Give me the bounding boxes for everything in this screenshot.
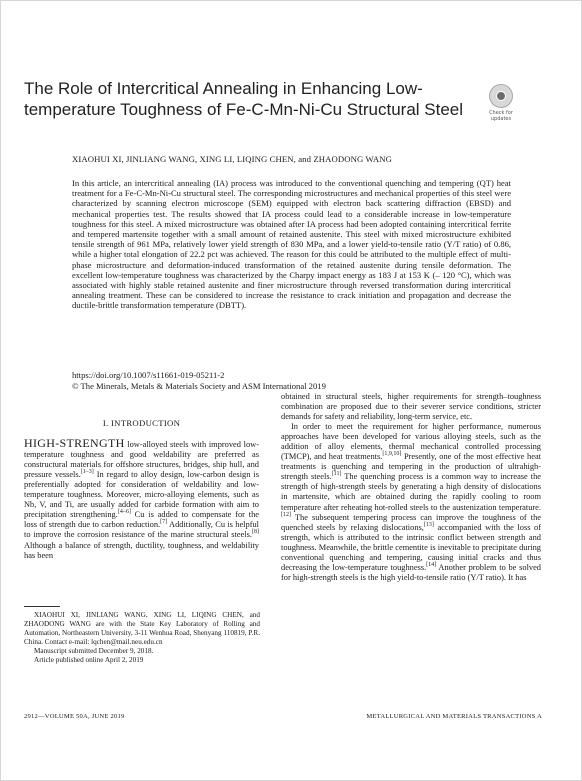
citation-link[interactable]: [1–3] <box>80 469 94 476</box>
citation-link[interactable]: [12] <box>281 511 291 518</box>
page-footer-journal: METALLURGICAL AND MATERIALS TRANSACTIONS A <box>366 713 542 720</box>
paper-title: The Role of Intercritical Annealing in Enhancing Low-temperature Toughness of Fe-C-Mn-Ni-Cu Structural Steel <box>24 79 464 119</box>
doi-block <box>72 370 326 392</box>
footnote-published: Article published online April 2, 2019 <box>34 655 144 664</box>
citation-link[interactable]: [11] <box>331 471 342 478</box>
footnote-rule <box>24 606 60 607</box>
copyright-notice: © The Minerals, Metals & Materials Society and ASM International 2019 <box>72 381 326 391</box>
check-for-updates-label: Check for updates <box>489 110 513 122</box>
author-list: XIAOHUI XI, JINLIANG WANG, XING LI, LIQING CHEN, and ZHAODONG WANG <box>72 154 392 164</box>
footnote <box>24 611 260 664</box>
citation-link[interactable]: [4–6] <box>117 509 131 516</box>
abstract: In this article, an intercritical annealing (IA) process was introduced to the conventional quenching and tempering (QT) heat treatment for a Fe-C-Mn-Ni-Cu structural steel. The corresponding microstructures and mechanical properties of this steel were characterized by scanning electron microscope (SEM) equipped with electron back scattering diffraction (EBSD) and mechanical properties test. The results showed that IA process could lead to a considerable increase in low-temperature toughness for this steel. A mixed microstructure was obtained after IA process had been adopted containing intercritical ferrite and tempered martensite together with a small amount of retained austenite. This steel with mixed microstructure exhibited tensile strength of 961 MPa, relatively lower yield strength of 830 MPa, and a lower yield-to-tensile ratio (Y/T ratio) of 0.86, while a higher total elongation of 22.2 pct was achieved. The reason for this could be attributed to the multiple effect of multi-phase microstructure and deformation-induced transformation of the retained austenite during tensile deformation. The excellent low-temperature toughness was characterized by the Charpy impact energy as 183 J at 153 K (– 120 °C), which was associated with highly stable retained austenite and finer microstructure through reversed transformation during intercritical annealing treatment. These can be considered to increase the resistance to crack initiation and propagation and decrease the ductile-brittle transformation temperature (DBTT). <box>72 178 511 311</box>
section-heading-introduction: I. INTRODUCTION <box>102 418 181 428</box>
doi-link[interactable]: https://doi.org/10.1007/s11661-019-05211-2 <box>72 370 225 380</box>
footnote-affiliation: XIAOHUI XI, JINLIANG WANG, XING LI, LIQING CHEN, and ZHAODONG WANG are with the State Key Laboratory of Rolling and Automation, Northeastern University, 3-11 Wenhua Road, Shenyang 110819, P.R. China. Contact e-mail: lqchen@mail.neu.edu.cn <box>24 611 260 646</box>
right-column <box>281 392 541 583</box>
intro-paragraph-1: HIGH-STRENGTH low-alloyed steels with improved low-temperature toughness and good weldability are preferred as constructural materials for offshore structures, bridges, ship hull, and pressure vessels.[1–3] In regard to alloy design, low-carbon design is preferentially adopted for consideration of weldability and low-temperature toughness. Moreover, micro-alloying elements, such as Nb, V, and Ti, are usually added for carbide formation with aim to precipitation strengthening.[4–6] Cu is added to compensate for the loss of strength due to carbon reduction.[7] Additionally, Cu is helpful to improve the corrosion resistance of the marine structural steels.[8] Although a balance of strength, ductility, toughness, and weldability has been <box>24 436 259 560</box>
left-column <box>24 418 259 561</box>
right-paragraph-1: obtained in structural steels, higher requirements for strength–toughness combination are proposed due to their severer service conditions, stricter demands for safety and reliability, long-term service, etc. <box>281 392 541 422</box>
citation-link[interactable]: [7] <box>160 519 168 526</box>
check-for-updates-icon <box>489 84 513 108</box>
citation-link[interactable]: [14] <box>426 562 437 568</box>
page-footer-volume: 2912—VOLUME 50A, JUNE 2019 <box>24 713 125 720</box>
check-for-updates-button[interactable] <box>484 84 518 122</box>
citation-link[interactable]: [1,9,10] <box>382 451 402 458</box>
intro-dropcap: HIGH-STRENGTH <box>24 436 125 451</box>
right-paragraph-2: In order to meet the requirement for higher performance, numerous approaches have been developed for various alloying steels, such as the addition of alloy elements, thermal mechanical controlled processing (TMCP), and heat treatments.[1,9,10] Presently, one of the most effective heat treatments is quenching and tempering in the production of ultrahigh-strength steels.[11] The quenching process is a common way to increase the strength of high-strength steels by generating a high density of dislocations in martensite, which are obtained during the rapidly cooling to room temperature after reheating hot-rolled steels to the austenization temperature.[12] The subsequent tempering process can improve the toughness of the quenched steels by relaxing dislocations,[13] accompanied with the loss of strength, which is attributed to the intrinsic conflict between strength and toughness. Meanwhile, the brittle cementite is inevitable to precipitate during conventional quenching and tempering, causing initial cracks and thus decreasing the low-temperature toughness.[14] Another problem to be solved for high-strength steels is the high yield-to-tensile ratio (Y/T ratio). It has <box>281 422 541 582</box>
footnote-submitted: Manuscript submitted December 9, 2018. <box>34 646 154 655</box>
citation-link[interactable]: [8] <box>252 529 259 536</box>
citation-link[interactable]: [13] <box>423 521 434 528</box>
